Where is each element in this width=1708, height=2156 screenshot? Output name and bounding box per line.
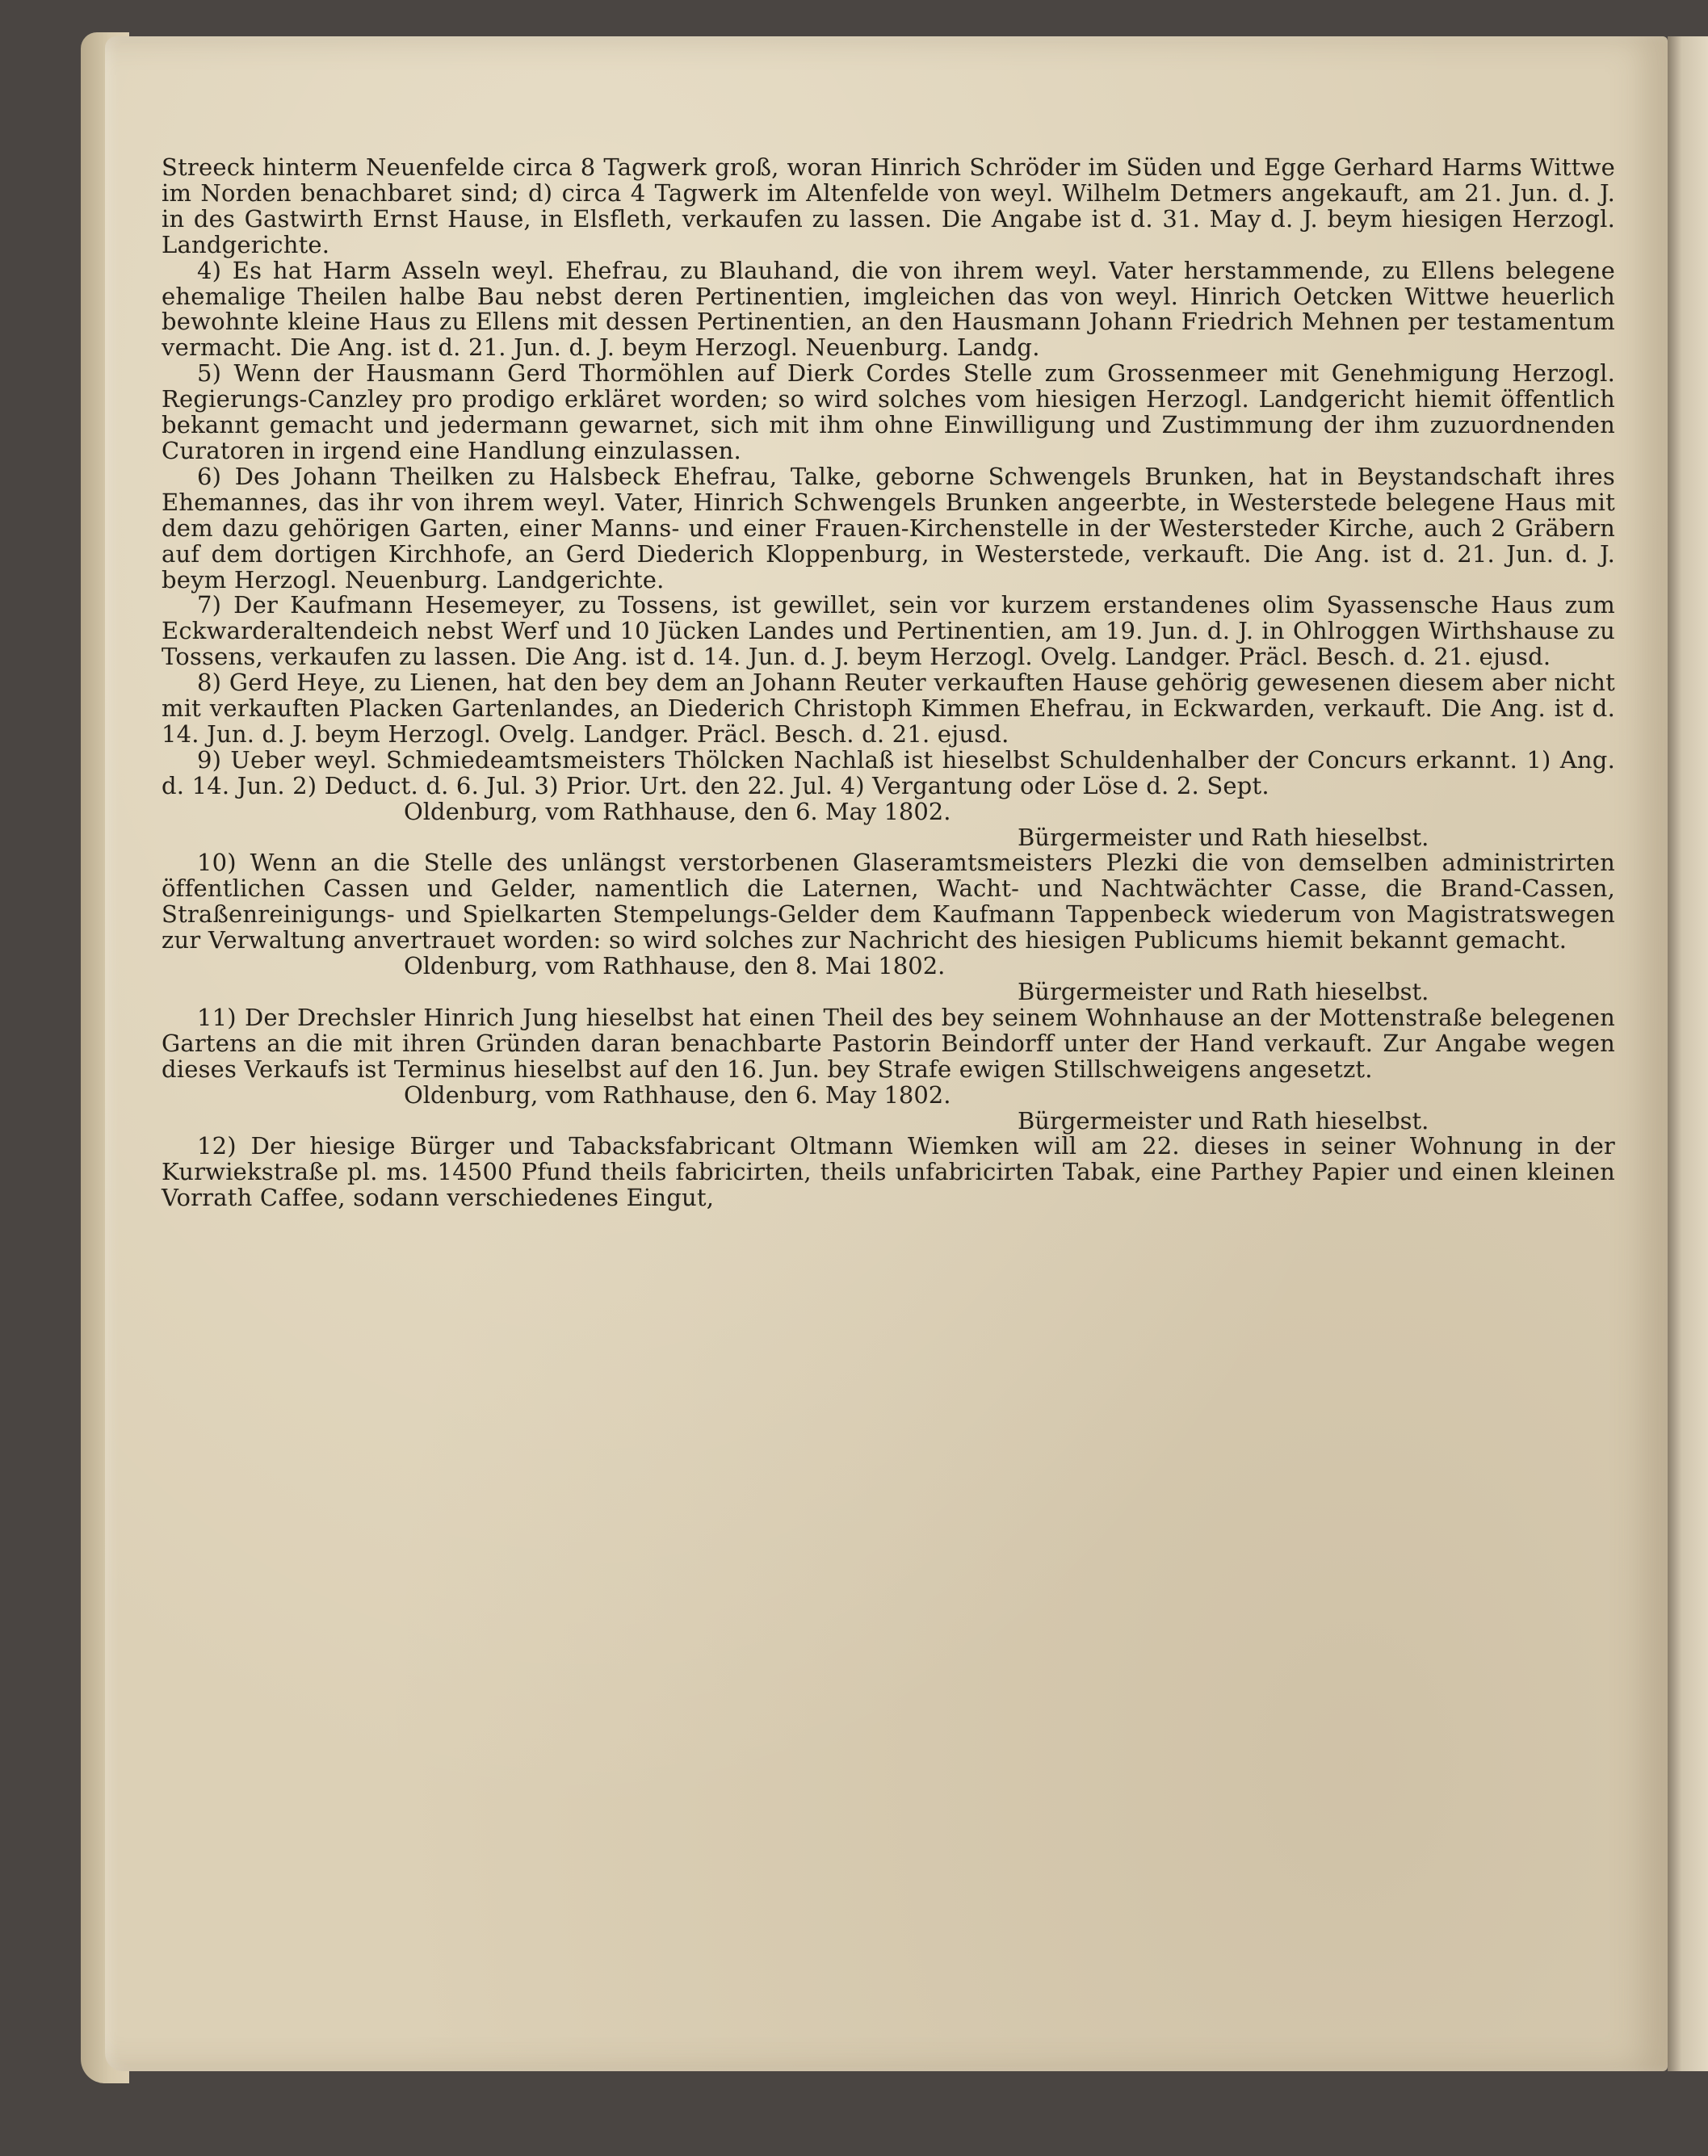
notice-9-signature: Bürgermeister und Rath hieselbst. bbox=[1018, 823, 1429, 851]
notice-11-date: Oldenburg, vom Rathhause, den 6. May 1802. bbox=[404, 1080, 951, 1109]
notice-9: 9) Ueber weyl. Schmiedeamtsmeisters Thölcken Nachlaß ist hieselbst Schuldenhalber der Concurs erkannt. 1) Ang. d. 14. Jun. 2) Deduct. d. 6. Jul. 3) Prior. Urt. den 22. Jul. 4) Vergantung oder Löse d. 2. Sept. bbox=[162, 745, 1615, 799]
page-text bbox=[162, 155, 1615, 1211]
notice-11-signature: Bürgermeister und Rath hieselbst. bbox=[1018, 1106, 1429, 1135]
notice-7: 7) Der Kaufmann Hesemeyer, zu Tossens, ist gewillet, sein vor kurzem erstandenes olim Syassensche Haus zum Eckwarderaltendeich nebst Werf und 10 Jücken Landes und Pertinentien, am 19. Jun. d. J. in Ohlroggen Wirthshause zu Tossens, verkaufen zu lassen. Die Ang. ist d. 14. Jun. d. J. beym Herzogl. Ovelg. Landger. Präcl. Besch. d. 21. ejusd. bbox=[162, 591, 1615, 671]
notice-9-date: Oldenburg, vom Rathhause, den 6. May 1802. bbox=[404, 797, 951, 825]
notice-11: 11) Der Drechsler Hinrich Jung hieselbst hat einen Theil des bey seinem Wohnhause an der Mottenstraße belegenen Gartens an die mit ihren Gründen daran benachbarte Pastorin Beindorff unter der Hand verkauft. Zur Angabe wegen dieses Verkaufs ist Terminus hieselbst auf den 16. Jun. bey Strafe ewigen Stillschweigens angesetzt. bbox=[162, 1003, 1615, 1083]
notice-5: 5) Wenn der Hausmann Gerd Thormöhlen auf Dierk Cordes Stelle zum Grossenmeer mit Genehmigung Herzogl. Regierungs-Canzley pro prodigo erkläret worden; so wird solches vom hiesigen Herzogl. Landgericht hiemit öffentlich bekannt gemacht und jedermann gewarnet, sich mit ihm ohne Einwilligung und Zustimmung der ihm zuzuordnenden Curatoren in irgend eine Handlung einzulassen. bbox=[162, 359, 1615, 464]
notice-10-date: Oldenburg, vom Rathhause, den 8. Mai 1802. bbox=[404, 952, 946, 980]
notice-8: 8) Gerd Heye, zu Lienen, hat den bey dem an Johann Reuter verkauften Hause gehörig gewesenen diesem aber nicht mit verkauften Placken Gartenlandes, an Diederich Christoph Kimmen Ehefrau, in Eckwarden, verkauft. Die Ang. ist d. 14. Jun. d. J. beym Herzogl. Ovelg. Landger. Präcl. Besch. d. 21. ejusd. bbox=[162, 669, 1615, 748]
notice-12: 12) Der hiesige Bürger und Tabacksfabricant Oltmann Wiemken will am 22. dieses in seiner Wohnung in der Kurwiekstraße pl. ms. 14500 Pfund theils fabricirten, theils unfabricirten Tabak, eine Parthey Papier und einen kleinen Vorrath Caffee, sodann verschiedenes Eingut, bbox=[162, 1132, 1615, 1212]
notice-10-signature: Bürgermeister und Rath hieselbst. bbox=[1018, 978, 1429, 1005]
notice-4: 4) Es hat Harm Asseln weyl. Ehefrau, zu Blauhand, die von ihrem weyl. Vater herstammende, zu Ellens belegene ehemalige Theilen halbe Bau nebst deren Pertinentien, imgleichen das von weyl. Hinrich Oetcken Wittwe heuerlich bewohnte kleine Haus zu Ellens mit dessen Pertinentien, an den Hausmann Johann Friedrich Mehnen per testamentum vermacht. Die Ang. ist d. 21. Jun. d. J. beym Herzogl. Neuenburg. Landg. bbox=[162, 256, 1615, 362]
notice-10: 10) Wenn an die Stelle des unlängst verstorbenen Glaseramtsmeisters Plezki die von demselben administrirten öffentlichen Cassen und Gelder, namentlich die Laternen, Wacht- und Nachtwächter Casse, die Brand-Cassen, Straßenreinigungs- und Spielkarten Stempelungs-Gelder dem Kaufmann Tappenbeck wiederum von Magistratswegen zur Verwaltung anvertrauet worden: so wird solches zur Nachricht des hiesigen Publicums hiemit bekannt gemacht. bbox=[162, 849, 1615, 954]
notice-6: 6) Des Johann Theilken zu Halsbeck Ehefrau, Talke, geborne Schwengels Brunken, hat in Beystandschaft ihres Ehemannes, das ihr von ihrem weyl. Vater, Hinrich Schwengels Brunken angeerbte, in Westerstede belegene Haus mit dem dazu gehörigen Garten, einer Manns- und einer Frauen-Kirchenstelle in der Westersteder Kirche, auch 2 Gräbern auf dem dortigen Kirchhofe, an Gerd Diederich Kloppenburg, in Westerstede, verkauft. Die Ang. ist d. 21. Jun. d. J. beym Herzogl. Neuenburg. Landgerichte. bbox=[162, 462, 1615, 594]
paragraph-continuation: Streeck hinterm Neuenfelde circa 8 Tagwerk groß, woran Hinrich Schröder im Süden und Egge Gerhard Harms Wittwe im Norden benachbaret sind; d) circa 4 Tagwerk im Altenfelde von weyl. Wilhelm Detmers angekauft, am 21. Jun. d. J. in des Gastwirth Ernst Hause, in Elsfleth, verkaufen zu lassen. Die Angabe ist d. 31. May d. J. beym hiesigen Herzogl. Landgerichte. bbox=[162, 153, 1615, 258]
book-gutter bbox=[1668, 36, 1708, 2071]
